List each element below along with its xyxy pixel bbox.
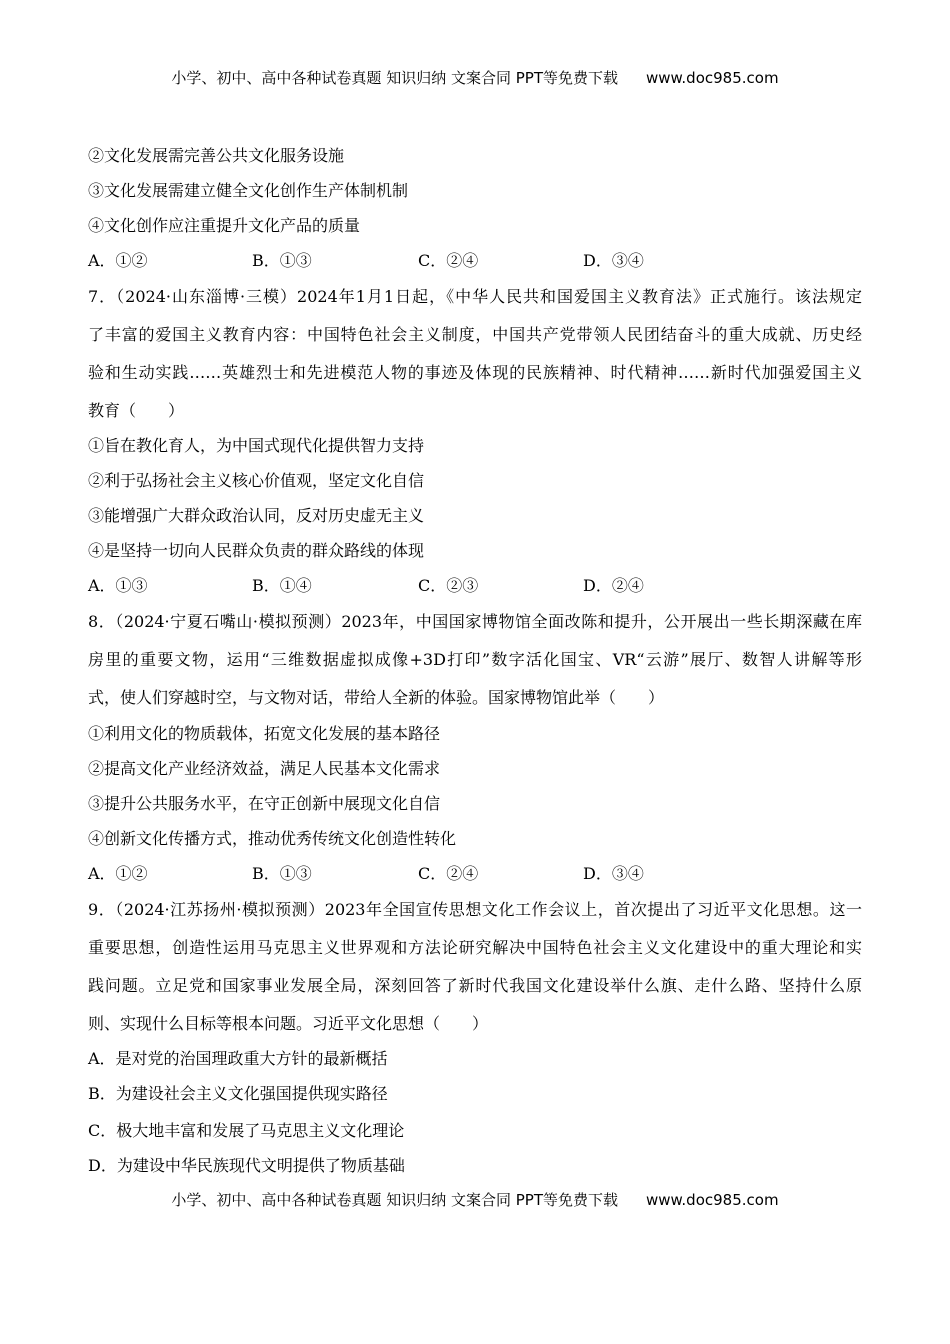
footer-site: www.doc985.com: [645, 1191, 779, 1209]
q8-stem: 式，使人们穿越时空，与文物对话，带给人全新的体验。国家博物馆此举（ ）: [88, 688, 665, 707]
q9-stem: 9．（2024·江苏扬州·模拟预测）2023年全国宣传思想文化工作会议上，首次提出了习近平文化思想。这一: [88, 900, 862, 919]
q6-statement: ④文化创作应注重提升文化产品的质量: [88, 216, 361, 235]
q9-stem: 则、实现什么目标等根本问题。习近平文化思想（ ）: [88, 1014, 489, 1033]
q8-option-a: A．①②: [88, 864, 148, 883]
q8-stem: 8．（2024·宁夏石嘴山·模拟预测）2023年，中国国家博物馆全面改陈和提升，公开展出一些长期深藏在库: [88, 612, 862, 631]
footer-text: 小学、初中、高中各种试卷真题 知识归纳 文案合同 PPT等免费下载: [171, 1191, 618, 1209]
q7-option-c: C．②③: [418, 576, 479, 595]
header-text: 小学、初中、高中各种试卷真题 知识归纳 文案合同 PPT等免费下载: [171, 69, 618, 87]
q6-statement: ②文化发展需完善公共文化服务设施: [88, 146, 345, 165]
q7-statement: ③能增强广大群众政治认同，反对历史虚无主义: [88, 506, 425, 525]
q9-option-b: B．为建设社会主义文化强国提供现实路径: [88, 1084, 388, 1103]
page-footer: [0, 1190, 950, 1210]
q6-option-b: B．①③: [252, 251, 312, 270]
q7-statement: ②利于弘扬社会主义核心价值观，坚定文化自信: [88, 471, 425, 490]
q9-option-c: C．极大地丰富和发展了马克思主义文化理论: [88, 1121, 405, 1140]
q6-option-d: D．③④: [583, 251, 644, 270]
q8-statement: ④创新文化传播方式，推动优秀传统文化创造性转化: [88, 829, 457, 848]
q6-statement: ③文化发展需建立健全文化创作生产体制机制: [88, 181, 409, 200]
header-site: www.doc985.com: [645, 69, 779, 87]
q7-option-d: D．②④: [583, 576, 644, 595]
q7-statement: ①旨在教化育人，为中国式现代化提供智力支持: [88, 436, 425, 455]
q9-option-d: D．为建设中华民族现代文明提供了物质基础: [88, 1156, 405, 1175]
q9-stem: 践问题。立足党和国家事业发展全局，深刻回答了新时代我国文化建设举什么旗、走什么路、坚持什么原: [88, 976, 862, 995]
q6-option-c: C．②④: [418, 251, 479, 270]
q8-statement: ②提高文化产业经济效益，满足人民基本文化需求: [88, 759, 441, 778]
q7-stem: 了丰富的爱国主义教育内容：中国特色社会主义制度，中国共产党带领人民团结奋斗的重大成就、历史经: [88, 325, 862, 344]
q7-stem: 验和生动实践……英雄烈士和先进模范人物的事迹及体现的民族精神、时代精神……新时代加强爱国主义: [88, 363, 862, 382]
q7-option-a: A．①③: [88, 576, 148, 595]
q8-option-d: D．③④: [583, 864, 644, 883]
q9-option-a: A．是对党的治国理政重大方针的最新概括: [88, 1049, 388, 1068]
q7-stem: 7．（2024·山东淄博·三模）2024年1月1日起，《中华人民共和国爱国主义教育法》正式施行。该法规定: [88, 287, 862, 306]
q8-statement: ①利用文化的物质载体，拓宽文化发展的基本路径: [88, 724, 441, 743]
q6-option-a: A．①②: [88, 251, 148, 270]
q8-option-b: B．①③: [252, 864, 312, 883]
q8-statement: ③提升公共服务水平，在守正创新中展现文化自信: [88, 794, 441, 813]
q8-option-c: C．②④: [418, 864, 479, 883]
q7-option-b: B．①④: [252, 576, 312, 595]
q7-stem: 教育（ ）: [88, 401, 185, 420]
q7-statement: ④是坚持一切向人民群众负责的群众路线的体现: [88, 541, 425, 560]
page-header: [0, 68, 950, 88]
q9-stem: 重要思想，创造性运用马克思主义世界观和方法论研究解决中国特色社会主义文化建设中的重大理论和实: [88, 938, 862, 957]
q8-stem: 房里的重要文物，运用“三维数据虚拟成像+3D打印”数字活化国宝、VR“云游”展厅、数智人讲解等形: [88, 650, 862, 669]
